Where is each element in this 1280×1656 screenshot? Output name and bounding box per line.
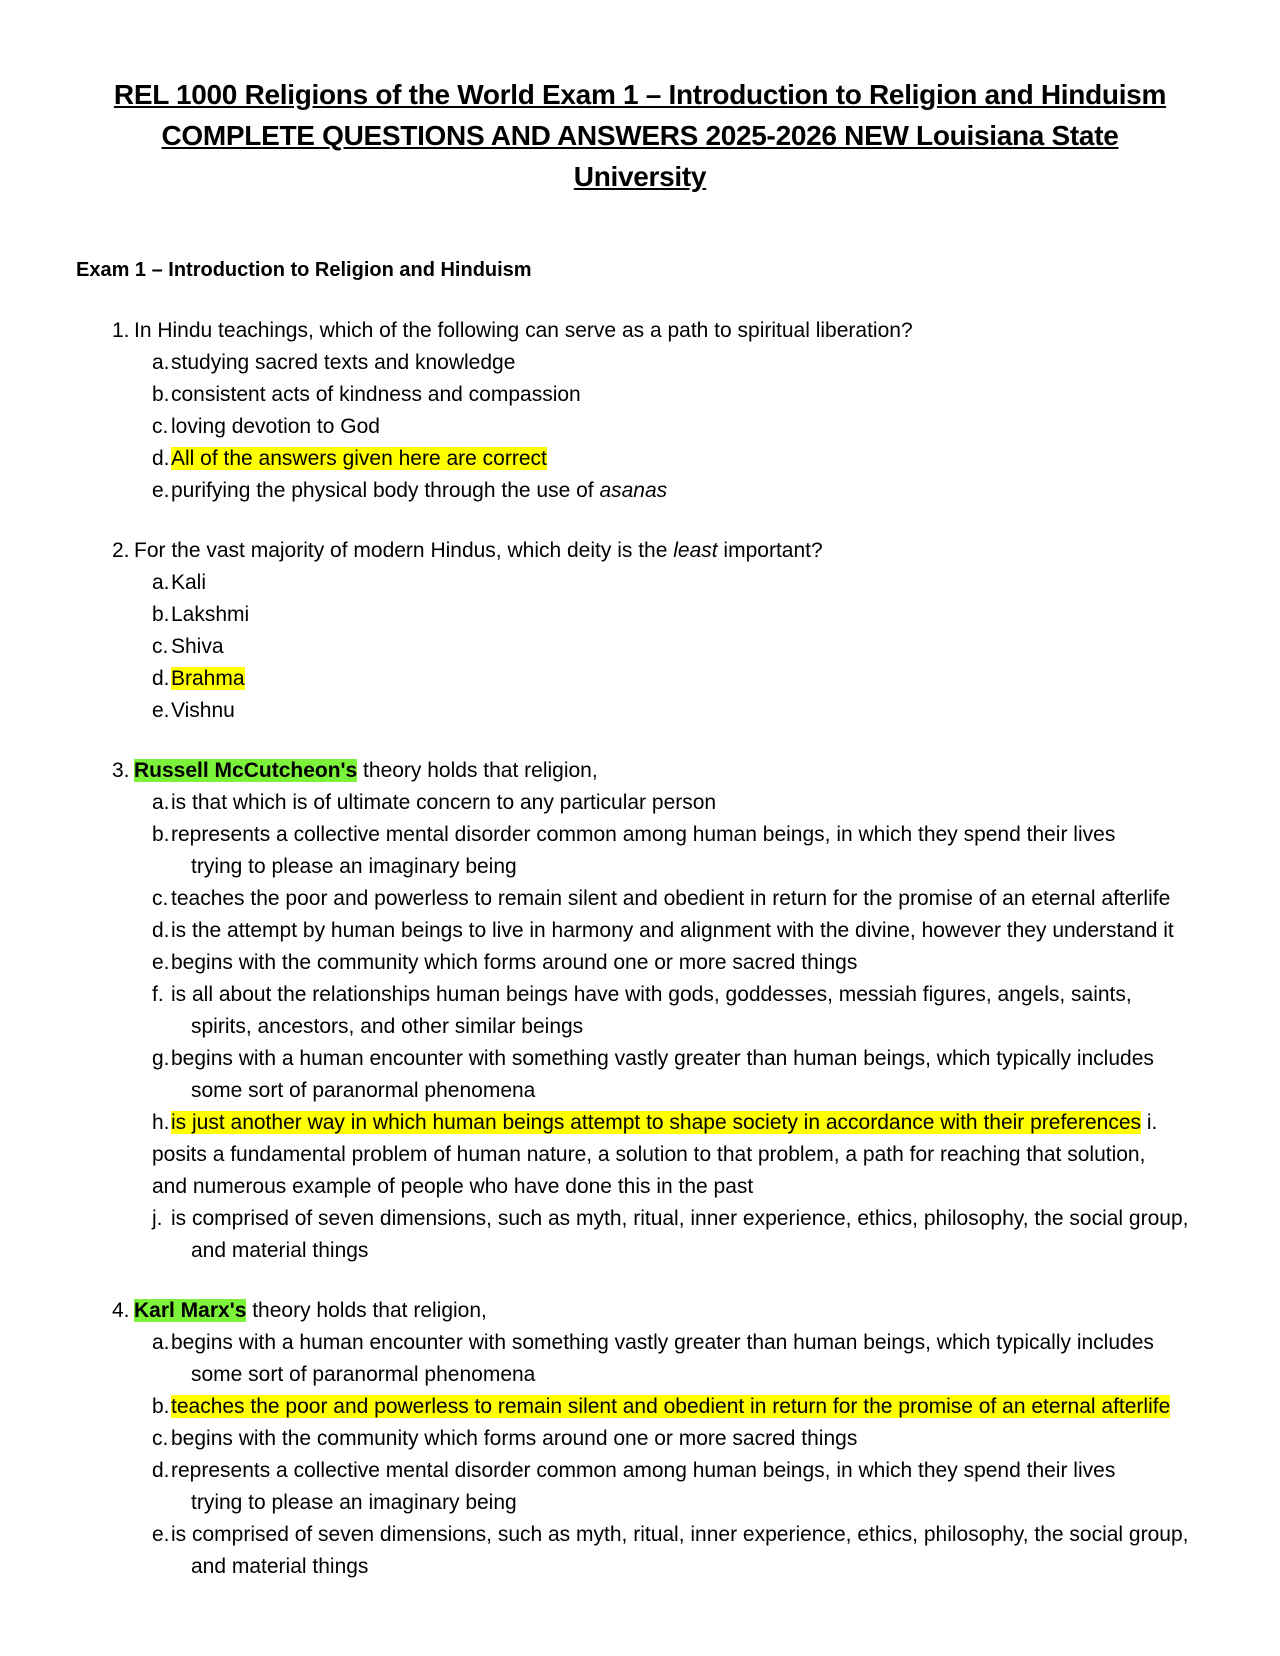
option-a <box>0 347 1280 379</box>
option-f <box>0 979 1280 1043</box>
option-text-continued: and material things <box>191 1239 369 1262</box>
option-text: Shiva <box>171 635 224 658</box>
option-text: posits a fundamental problem of human nature, a solution to that problem, a path for reaching that solution, <box>152 1143 1146 1166</box>
correct-answer-text: is just another way in which human beings attempt to shape society in accordance with their preferences <box>171 1111 1142 1134</box>
option-d <box>0 915 1280 947</box>
option-text: studying sacred texts and knowledge <box>171 351 516 374</box>
option-d <box>0 443 1280 475</box>
option-text: begins with the community which forms around one or more sacred things <box>171 1427 858 1450</box>
option-letter: e. <box>152 1523 170 1546</box>
question-number: 3. <box>112 759 130 782</box>
option-letter: e. <box>152 479 170 502</box>
option-letter: c. <box>152 887 169 910</box>
option-text: loving devotion to God <box>171 415 380 438</box>
question-stem <box>0 1295 1280 1327</box>
question-2 <box>0 535 1280 727</box>
theorist-name: Russell McCutcheon's <box>134 759 358 782</box>
option-text: begins with the community which forms around one or more sacred things <box>171 951 858 974</box>
option-text: is that which is of ultimate concern to any particular person <box>171 791 717 814</box>
option-b <box>0 599 1280 631</box>
correct-answer-text: teaches the poor and powerless to remain silent and obedient in return for the promise of an eternal afterlife <box>171 1395 1171 1418</box>
option-h <box>0 1107 1280 1139</box>
option-text-continued: and material things <box>191 1555 369 1578</box>
option-text: is all about the relationships human beings have with gods, goddesses, messiah figures, angels, saints, <box>171 983 1132 1006</box>
option-c <box>0 883 1280 915</box>
question-text: For the vast majority of modern Hindus, which deity is the <box>134 539 674 562</box>
option-text: Kali <box>171 571 207 594</box>
option-letter: e. <box>152 951 170 974</box>
question-number: 4. <box>112 1299 130 1322</box>
option-b <box>0 819 1280 883</box>
option-e <box>0 475 1280 507</box>
question-1 <box>0 315 1280 507</box>
question-text: theory holds that religion, <box>357 759 598 782</box>
option-a <box>0 1327 1280 1391</box>
option-letter: c. <box>152 415 169 438</box>
theorist-name: Karl Marx's <box>134 1299 247 1322</box>
option-c <box>0 1423 1280 1455</box>
option-letter-inline: i. <box>1146 1111 1158 1134</box>
option-text-continued: and numerous example of people who have done this in the past <box>152 1175 754 1198</box>
title-line-1: REL 1000 Religions of the World Exam 1 – Introduction to Religion and Hinduism <box>113 79 1167 110</box>
option-letter: c. <box>152 635 169 658</box>
option-letter: d. <box>152 667 170 690</box>
option-e <box>0 1519 1280 1583</box>
option-letter: b. <box>152 1395 170 1418</box>
question-3 <box>0 755 1280 1267</box>
option-letter: g. <box>152 1047 170 1070</box>
option-b <box>0 379 1280 411</box>
option-c <box>0 631 1280 663</box>
option-e <box>0 947 1280 979</box>
option-g <box>0 1043 1280 1107</box>
correct-answer-text: All of the answers given here are correct <box>171 447 547 470</box>
option-letter: a. <box>152 791 170 814</box>
option-e <box>0 695 1280 727</box>
option-text-continued: trying to please an imaginary being <box>191 1491 517 1514</box>
option-letter: a. <box>152 351 170 374</box>
option-letter: h. <box>152 1111 170 1134</box>
option-a <box>0 567 1280 599</box>
option-text: is the attempt by human beings to live in harmony and alignment with the divine, however they understand it <box>171 919 1174 942</box>
option-j <box>0 1203 1280 1267</box>
option-letter: d. <box>152 919 170 942</box>
question-stem <box>0 755 1280 787</box>
option-letter: f. <box>152 983 164 1006</box>
question-text: theory holds that religion, <box>246 1299 487 1322</box>
question-stem <box>0 535 1280 567</box>
question-emphasis: least <box>673 539 718 562</box>
option-letter: b. <box>152 603 170 626</box>
option-text-continued: trying to please an imaginary being <box>191 855 517 878</box>
option-text: purifying the physical body through the use of <box>171 479 600 502</box>
question-number: 2. <box>112 539 130 562</box>
option-text-continued: some sort of paranormal phenomena <box>191 1363 536 1386</box>
option-i-text <box>0 1139 1280 1203</box>
option-text: begins with a human encounter with something vastly greater than human beings, which typically includes <box>171 1047 1154 1070</box>
title-line-3: University <box>573 161 707 192</box>
correct-answer-text: Brahma <box>171 667 245 690</box>
section-heading: Exam 1 – Introduction to Religion and Hinduism <box>76 259 532 281</box>
option-letter: b. <box>152 823 170 846</box>
title-line-2: COMPLETE QUESTIONS AND ANSWERS 2025-2026 NEW Louisiana State <box>161 120 1119 151</box>
question-number: 1. <box>112 319 130 342</box>
option-letter: j. <box>152 1207 163 1230</box>
option-c <box>0 411 1280 443</box>
option-letter: a. <box>152 1331 170 1354</box>
question-stem <box>0 315 1280 347</box>
option-b <box>0 1391 1280 1423</box>
question-4 <box>0 1295 1280 1583</box>
document-title <box>80 74 1200 197</box>
option-text-continued: spirits, ancestors, and other similar beings <box>191 1015 584 1038</box>
option-letter: d. <box>152 447 170 470</box>
option-text: consistent acts of kindness and compassion <box>171 383 581 406</box>
option-text: is comprised of seven dimensions, such as myth, ritual, inner experience, ethics, philosophy, the social group, <box>171 1207 1189 1230</box>
option-text: represents a collective mental disorder common among human beings, in which they spend their lives <box>171 823 1116 846</box>
option-a <box>0 787 1280 819</box>
option-d <box>0 1455 1280 1519</box>
option-text: teaches the poor and powerless to remain silent and obedient in return for the promise of an eternal afterlife <box>171 887 1171 910</box>
option-text: is comprised of seven dimensions, such as myth, ritual, inner experience, ethics, philosophy, the social group, <box>171 1523 1189 1546</box>
option-letter: e. <box>152 699 170 722</box>
option-text-continued: some sort of paranormal phenomena <box>191 1079 536 1102</box>
option-text: Lakshmi <box>171 603 250 626</box>
option-text: begins with a human encounter with something vastly greater than human beings, which typically includes <box>171 1331 1154 1354</box>
option-letter: d. <box>152 1459 170 1482</box>
option-emphasis: asanas <box>599 479 668 502</box>
question-text: In Hindu teachings, which of the following can serve as a path to spiritual liberation? <box>134 319 913 342</box>
question-text-end: important? <box>717 539 823 562</box>
option-letter: b. <box>152 383 170 406</box>
option-letter: c. <box>152 1427 169 1450</box>
option-text: Vishnu <box>171 699 235 722</box>
option-letter: a. <box>152 571 170 594</box>
option-d <box>0 663 1280 695</box>
option-text: represents a collective mental disorder common among human beings, in which they spend their lives <box>171 1459 1116 1482</box>
